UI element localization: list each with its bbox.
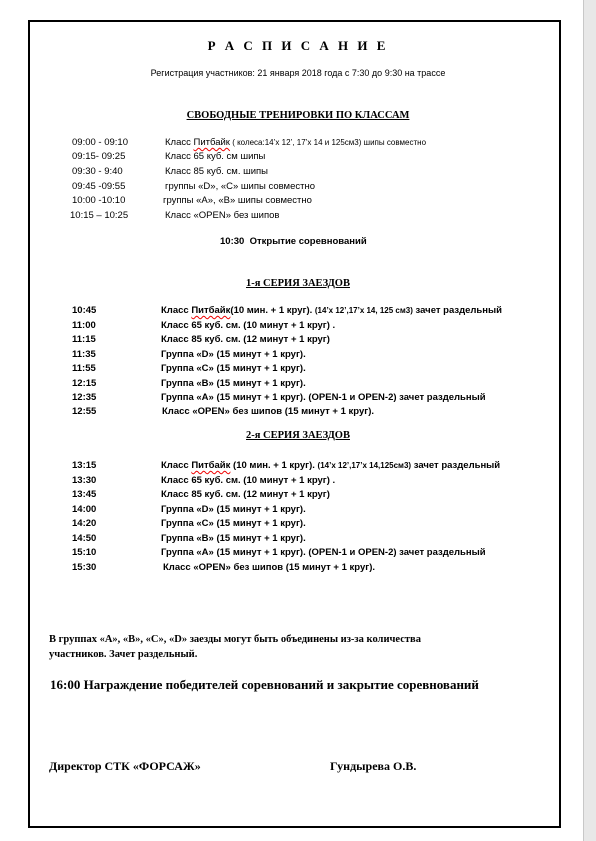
time-cell: 11:00 [72,320,96,331]
event-prefix: Класс [165,137,194,148]
time-cell: 09:00 - 09:10 [72,137,128,148]
event-cell: Группа «D» (15 минут + 1 круг). [161,349,306,360]
time-cell: 15:10 [72,547,97,558]
time-cell: 14:20 [72,518,97,529]
event-cell: Класс «OPEN» без шипов [165,210,280,221]
event-cell: Класс 85 куб. см. шипы [165,166,269,177]
event-cell: Класс «OPEN» без шипов (15 минут + 1 круг). [162,406,374,417]
time-cell: 14:50 [72,533,97,544]
event-class-name: Питбайк [191,305,231,316]
time-cell: 11:35 [72,349,96,360]
time-cell: 12:55 [72,406,97,417]
event-cell [161,305,502,316]
training-heading: СВОБОДНЫЕ ТРЕНИРОВКИ ПО КЛАССАМ [186,110,410,121]
time-cell: 10:15 – 10:25 [70,210,129,221]
grouping-note-line2: участников. Зачет раздельный. [49,649,198,660]
page-title: Р А С П И С А Н И Е [207,38,389,53]
time-cell: 12:15 [72,378,97,389]
time-cell: 13:45 [72,489,97,500]
grouping-note-line1: В группах «А», «В», «С», «D» заезды могут быть объединены из-за количества [49,634,421,645]
event-scoring: зачет раздельный [412,305,502,316]
awards-ceremony: 16:00 Награждение победителей соревнований и закрытие соревнований [50,677,479,692]
signature-name: Гундырева О.В. [330,759,417,773]
event-detail: ( колеса:14’х 12’, 17’х 14 и 125см3) шипы совместно [229,138,427,147]
time-cell: 09:15- 09:25 [72,151,126,162]
time-cell: 15:30 [72,562,97,573]
time-cell: 09:45 -09:55 [72,181,126,192]
event-cell: Класс «OPEN» без шипов (15 минут + 1 круг). [163,562,375,573]
time-cell: 10:00 -10:10 [72,195,126,206]
event-cell: Класс 65 куб. см шипы [165,151,266,162]
event-class-name: Питбайк [191,460,231,471]
time-cell: 09:30 - 9:40 [72,166,123,177]
event-duration: (10 мин. + 1 круг). [230,305,315,316]
opening-text: Открытие соревнований [249,236,367,247]
event-scoring: зачет раздельный [411,460,501,471]
event-cell: Группа «С» (15 минут + 1 круг). [161,518,306,529]
event-detail: (14’х 12’,17’х 14,125см3) [317,461,412,470]
event-cell: группы «A», «B» шипы совместно [163,195,312,206]
event-cell: Группа «D» (15 минут + 1 круг). [161,504,306,515]
opening-ceremony [220,236,367,247]
series2-heading: 2-я СЕРИЯ ЗАЕЗДОВ [246,430,350,441]
event-duration: (10 мин. + 1 круг). [230,460,318,471]
time-cell: 11:15 [72,334,96,345]
event-cell: Группа «В» (15 минут + 1 круг). [161,533,306,544]
event-cell: Группа «А» (15 минут + 1 круг). (OPEN-1 и OPEN-2) зачет раздельный [161,392,486,403]
series1-heading: 1-я СЕРИЯ ЗАЕЗДОВ [246,278,350,289]
event-cell: Группа «В» (15 минут + 1 круг). [161,378,306,389]
event-cell: Класс 65 куб. см. (10 минут + 1 круг) . [161,320,336,331]
event-cell: группы «D», «C» шипы совместно [165,181,315,192]
time-cell: 13:30 [72,475,97,486]
time-cell: 10:45 [72,305,97,316]
event-prefix: Класс [161,305,192,316]
time-cell: 12:35 [72,392,97,403]
event-cell [161,460,500,471]
signature-position: Директор СТК «ФОРСАЖ» [49,759,201,773]
event-detail: (14’х 12’,17’х 14, 125 см3) [314,306,413,315]
event-cell: Класс 85 куб. см. (12 минут + 1 круг) [161,334,330,345]
event-cell: Группа «А» (15 минут + 1 круг). (OPEN-1 и OPEN-2) зачет раздельный [161,547,486,558]
opening-time: 10:30 [220,236,245,247]
event-cell: Класс 65 куб. см. (10 минут + 1 круг) . [161,475,336,486]
event-cell [165,137,426,148]
event-cell: Группа «С» (15 минут + 1 круг). [161,363,306,374]
registration-info: Регистрация участников: 21 января 2018 года с 7:30 до 9:30 на трассе [150,68,446,78]
event-cell: Класс 85 куб. см. (12 минут + 1 круг) [161,489,330,500]
time-cell: 11:55 [72,363,96,374]
event-class-name: Питбайк [193,137,230,148]
vertical-ruler [583,0,596,841]
event-prefix: Класс [161,460,192,471]
time-cell: 13:15 [72,460,97,471]
time-cell: 14:00 [72,504,97,515]
